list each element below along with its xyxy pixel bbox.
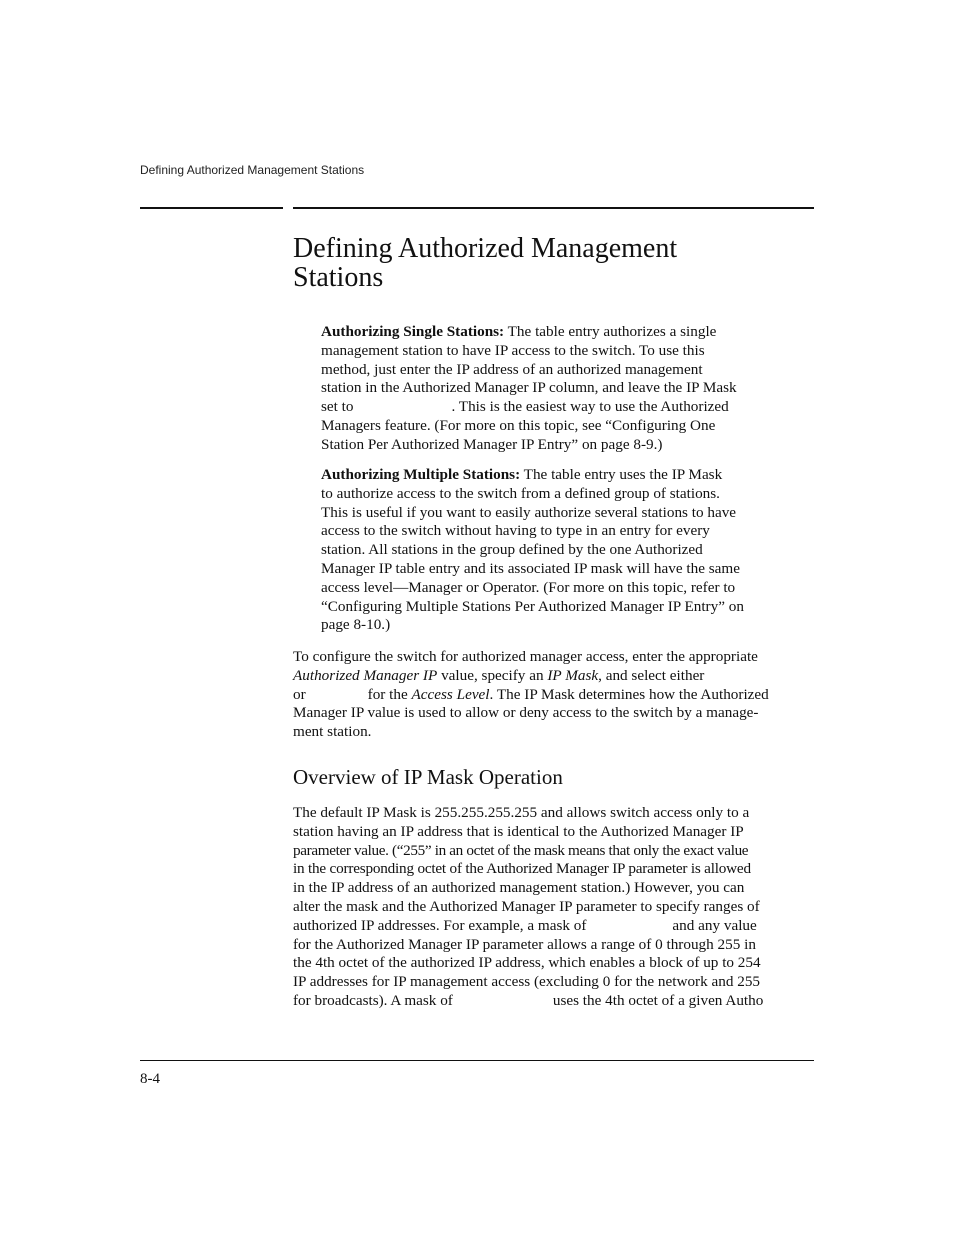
- multiple-line-8: “Configuring Multiple Stations Per Authorized Manager IP Entry” on: [321, 597, 744, 615]
- single-line-1: The table entry authorizes a single: [507, 323, 717, 340]
- overview-line-2: station having an IP address that is identical to the Authorized Manager IP: [293, 822, 744, 840]
- single-line-5b: . This is the easiest way to use the Authorized: [451, 398, 729, 416]
- configure-line-2b: value, specify an: [441, 666, 544, 684]
- multiple-line-9: page 8-10.): [321, 616, 391, 634]
- configure-line-3d: . The IP Mask determines how the Authorized: [489, 685, 769, 703]
- overview-line-7b: and any value: [672, 916, 757, 934]
- page-title-line-2: Stations: [293, 262, 384, 293]
- configure-line-1: To configure the switch for authorized manager access, enter the appropriate: [293, 648, 758, 665]
- header-rule-right: [293, 207, 814, 209]
- multiple-stations-paragraph: [321, 466, 791, 635]
- single-line-3: method, just enter the IP address of an authorized management: [321, 360, 703, 378]
- single-line-4: station in the Authorized Manager IP column, and leave the IP Mask: [321, 379, 737, 397]
- single-stations-paragraph: [321, 323, 791, 455]
- overview-line-5: in the IP address of an authorized management station.) However, you can: [293, 879, 745, 897]
- configure-line-4: Manager IP value is used to allow or deny access to the switch by a manage-: [293, 704, 759, 722]
- page-title: [293, 234, 813, 292]
- overview-line-11a: for broadcasts). A mask of: [293, 991, 453, 1009]
- configure-line-3a: or: [293, 685, 306, 703]
- overview-heading: Overview of IP Mask Operation: [293, 765, 563, 789]
- multiple-line-2: to authorize access to the switch from a defined group of stations.: [321, 484, 720, 502]
- configure-paragraph: [293, 648, 814, 742]
- overview-paragraph: [293, 804, 814, 1011]
- configure-term-ip-mask: IP Mask: [547, 666, 599, 684]
- single-line-2: management station to have IP access to the switch. To use this: [321, 341, 705, 359]
- header-rule-left: [140, 207, 283, 209]
- multiple-line-4: access to the switch without having to type in an entry for every: [321, 522, 710, 540]
- multiple-line-5: station. All stations in the group defined by the one Authorized: [321, 541, 703, 559]
- single-line-6: Managers feature. (For more on this topic, see “Configuring One: [321, 416, 716, 434]
- overview-line-9: the 4th octet of the authorized IP address, which enables a block of up to 254: [293, 954, 761, 972]
- overview-line-7a: authorized IP addresses. For example, a mask of: [293, 916, 587, 934]
- overview-line-4: in the corresponding octet of the Authorized Manager IP parameter is allowed: [293, 860, 751, 878]
- page-number: 8-4: [140, 1071, 160, 1087]
- single-line-5a: set to: [321, 398, 354, 416]
- overview-line-6: alter the mask and the Authorized Manager IP parameter to specify ranges of: [293, 897, 760, 915]
- configure-term-access-level: Access Level: [411, 685, 490, 703]
- single-stations-lead: Authorizing Single Stations:: [321, 323, 505, 340]
- overview-line-10: IP addresses for IP management access (excluding 0 for the network and 255: [293, 973, 761, 991]
- multiple-line-7: access level—Manager or Operator. (For more on this topic, refer to: [321, 578, 736, 596]
- configure-line-5: ment station.: [293, 723, 372, 741]
- configure-line-2d: , and select either: [598, 666, 705, 684]
- footer-rule: [140, 1060, 814, 1061]
- multiple-line-6: Manager IP table entry and its associated IP mask will have the same: [321, 559, 740, 577]
- multiple-line-3: This is useful if you want to easily authorize several stations to have: [321, 503, 737, 521]
- overview-line-11b: uses the 4th octet of a given Autho: [552, 991, 764, 1009]
- running-header: Defining Authorized Management Stations: [140, 163, 365, 177]
- configure-line-3b: for the: [367, 685, 408, 703]
- page-title-line-1: Defining Authorized Management: [293, 233, 678, 264]
- configure-term-authorized-manager-ip: Authorized Manager IP: [293, 666, 438, 684]
- overview-line-8: for the Authorized Manager IP parameter allows a range of 0 through 255 in: [293, 935, 756, 953]
- overview-line-3: parameter value. (“255” in an octet of the mask means that only the exact value: [293, 841, 749, 859]
- multiple-stations-lead: Authorizing Multiple Stations:: [321, 466, 521, 483]
- multiple-line-1: The table entry uses the IP Mask: [523, 466, 723, 483]
- overview-line-1: The default IP Mask is 255.255.255.255 and allows switch access only to a: [293, 804, 750, 821]
- single-line-7: Station Per Authorized Manager IP Entry” on page 8-9.): [321, 435, 663, 453]
